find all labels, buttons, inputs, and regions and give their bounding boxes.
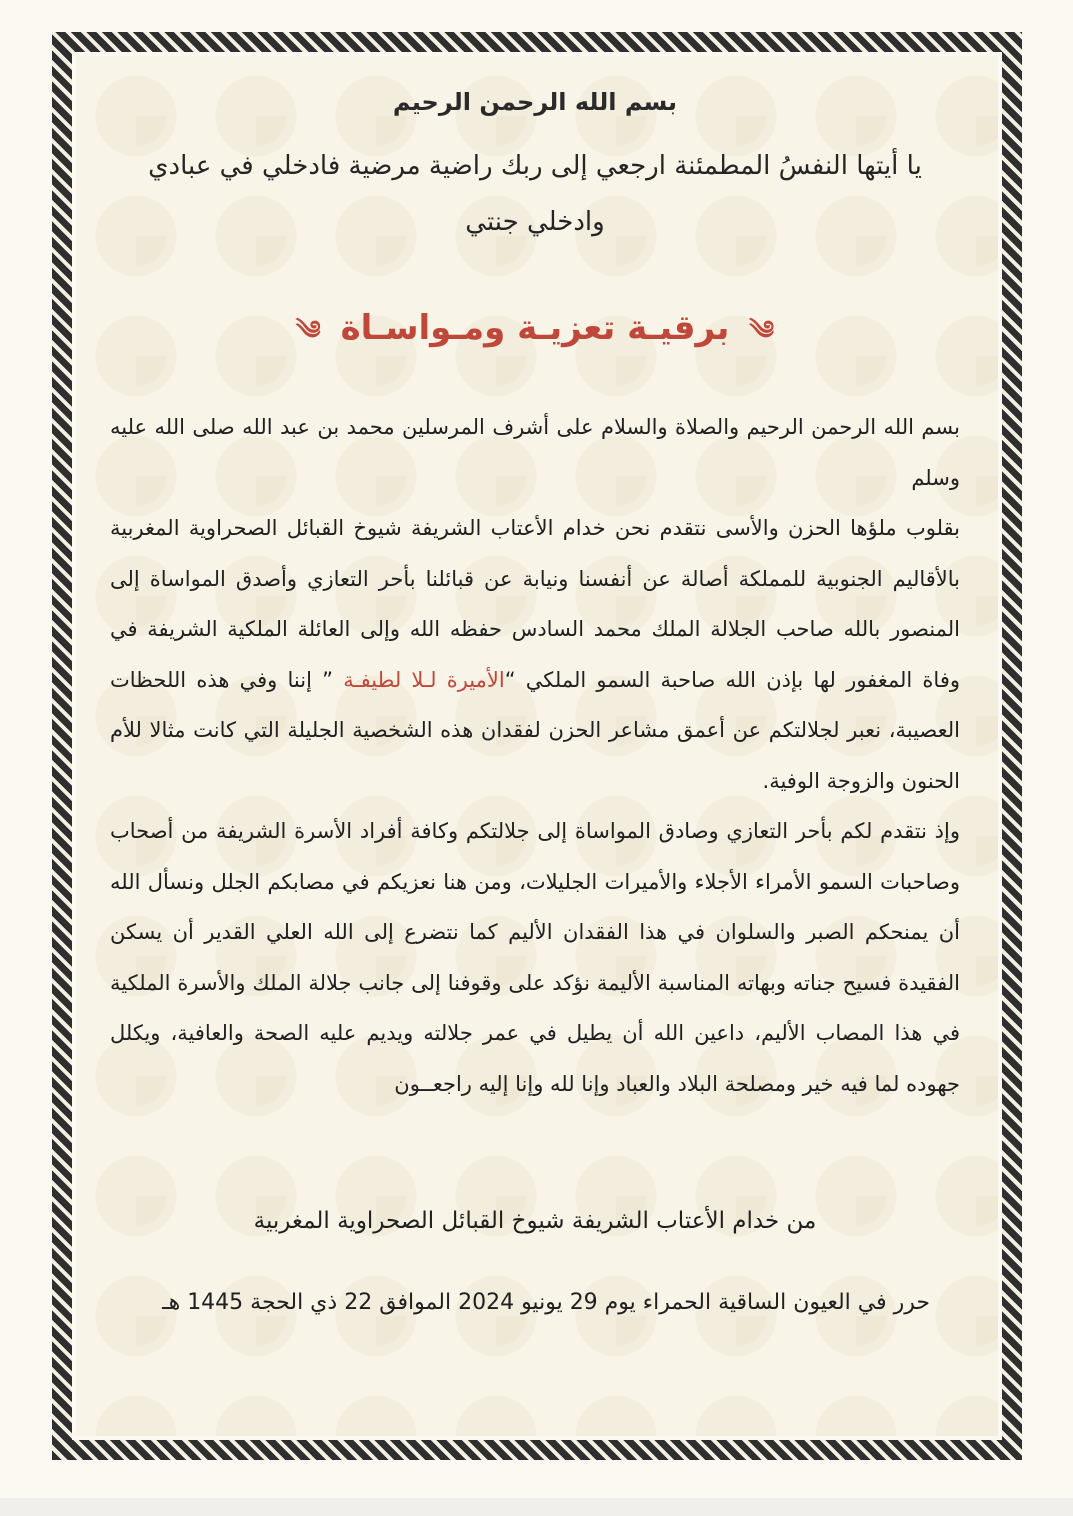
paragraph-1-end: ” إننا وفي هذه اللحظات العصيبة، نعبر لجلالتكم عن أعمق مشاعر الحزن لفقدان هذه الشخصية الجليلة التي كانت مثالا للأم الحنون والزوجة الوفية.	[110, 667, 960, 793]
date-line: حرر في العيون الساقية الحمراء يوم 29 يونيو 2024 الموافق 22 ذي الحجة 1445 هـ	[162, 1290, 930, 1315]
princess-name: الأميرة لـلا لطيفـة	[343, 667, 505, 692]
signature-line: من خدام الأعتاب الشريفة شيوخ القبائل الصحراوية المغربية	[253, 1208, 817, 1234]
quran-verse: يا أيتها النفسُ المطمئنة ارجعي إلى ربك راضية مرضية فادخلي في عبادي وادخلي جنتي	[148, 151, 922, 237]
ornament-left-icon: ༄	[295, 316, 321, 346]
body-paragraph-1	[110, 503, 960, 806]
paragraph-1-start: بقلوب ملؤها الحزن والأسى نتقدم نحن خدام الأعتاب الشريفة شيوخ القبائل الصحراوية المغربية بالأقاليم الجنوبية للمملكة أصالة عن أنفسنا ونيابة عن قبائلنا بأحر التعازي وأصدق المواساة إلى المنصور بالله صاحب الجلالة الملك محمد السادس حفظه الله وإلى العائلة الملكية الشريفة في وفاة المغفور لها بإذن الله صاحبة السمو الملكي “	[110, 516, 960, 692]
letter-body	[110, 402, 960, 1109]
basmala-header: بسم الله الرحمن الرحيم	[392, 88, 678, 116]
body-paragraph-2: وإذ نتقدم لكم بأحر التعازي وصادق المواساة إلى جلالتكم وكافة أفراد الأسرة الشريفة من أصحاب وصاحبات السمو الأمراء الأجلاء والأميرات الجليلات، ومن هنا نعزيكم في مصابكم الجلل ونسأل الله أن يمنحكم الصبر والسلوان في هذا الفقدان الأليم كما نتضرع إلى الله العلي القدير أن يسكن الفقيدة فسيح جناته وبهاته المناسبة الأليمة نؤكد على وقوفنا إلى جانب جلالة الملك والأسرة الملكية في هذا المصاب الأليم، داعين الله أن يطيل في عمر جلالته ويديم عليه الصحة والعافية، ويكلل جهوده لما فيه خير ومصلحة البلاد والعباد وإنا لله وإنا إليه راجعــون	[110, 819, 960, 1096]
body-intro: بسم الله الرحمن الرحيم والصلاة والسلام على أشرف المرسلين محمد بن عبد الله صلى الله عليه وسلم	[110, 415, 960, 490]
ornament-right-icon: ༄	[749, 316, 775, 346]
letter-title-text: برقيـة تعزيـة ومـواسـاة	[340, 308, 730, 348]
page-bottom-edge	[0, 1498, 1073, 1516]
letter-title	[110, 302, 960, 375]
letter-content	[110, 80, 960, 1360]
